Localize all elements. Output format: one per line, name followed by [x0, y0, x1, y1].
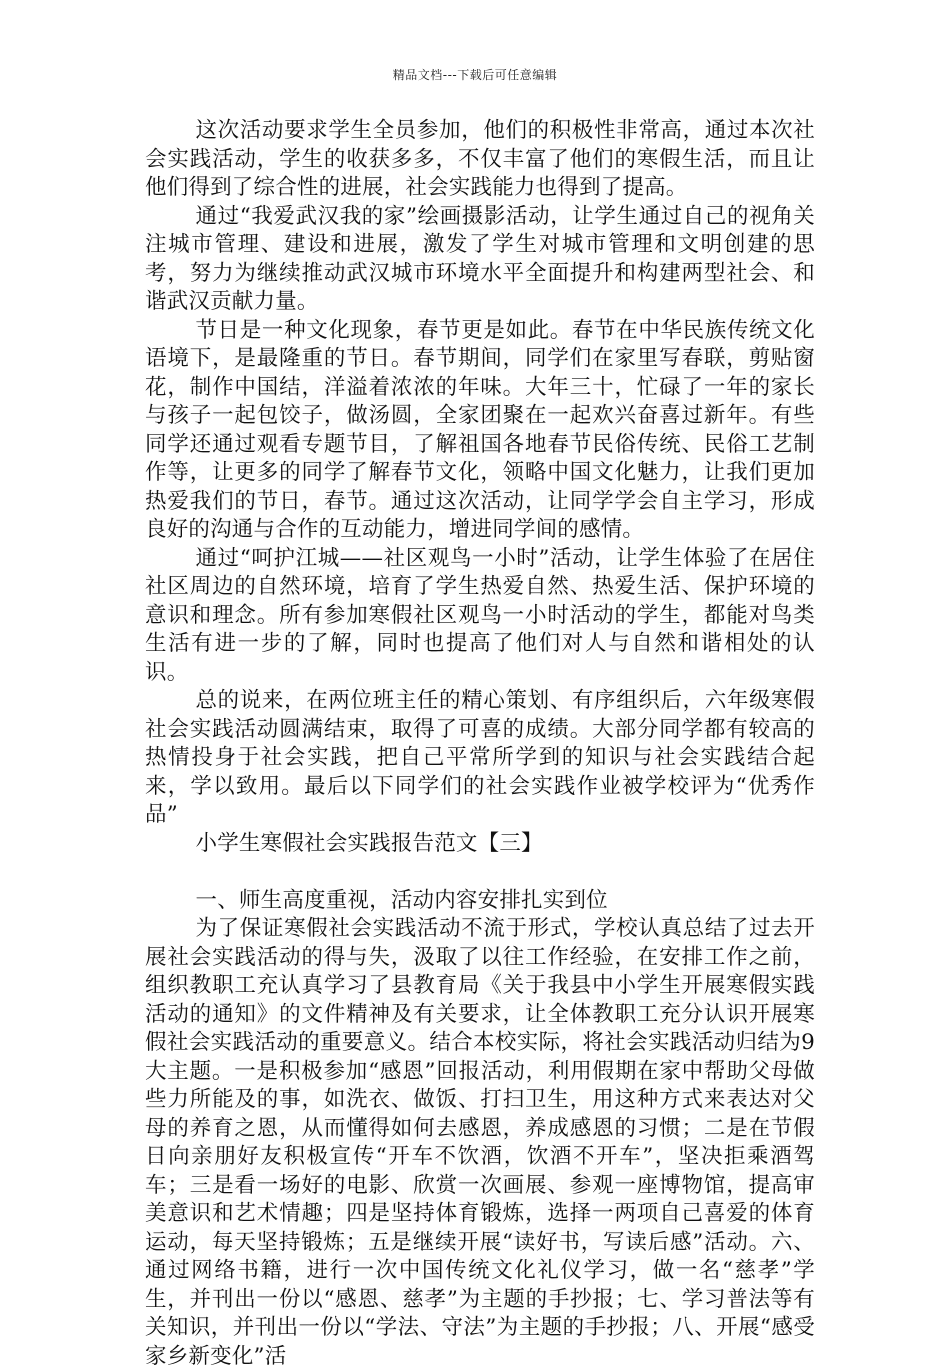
paragraph-bird-watching: 通过“呵护江城——社区观鸟一小时”活动，让学生体验了在居住社区周边的自然环境，培育了学生热爱自然、热爱生活、保护环境的意识和理念。所有参加寒假社区观鸟一小时活动的学生，都能对鸟类生活有进一步的了解，同时也提高了他们对人与自然和谐相处的认识。	[145, 545, 815, 685]
document-body	[145, 117, 815, 1371]
page-header: 精品文档---下载后可任意编辑	[392, 68, 558, 82]
paragraph-activity-arrangement: 为了保证寒假社会实践活动不流于形式，学校认真总结了过去开展社会实践活动的得与失，汲取了以往工作经验，在安排工作之前，组织教职工充认真学习了县教育局《关于我县中小学生开展寒假实践活动的通知》的文件精神及有关要求，让全体教职工充分认识开展寒假社会实践活动的重要意义。结合本校实际，将社会实践活动归结为9大主题。一是积极参加“感恩”回报活动，利用假期在家中帮助父母做些力所能及的事，如洗衣、做饭、打扫卫生，用这种方式来表达对父母的养育之恩，从而懂得如何去感恩，养成感恩的习惯；二是在节假日向亲朋好友积极宣传“开车不饮酒，饮酒不开车”，坚决拒乘酒驾车；三是看一场好的电影、欣赏一次画展、参观一座博物馆，提高审美意识和艺术情趣；四是坚持体育锻炼，选择一两项自己喜爱的体育运动，每天坚持锻炼；五是继续开展“读好书，写读后感”活动。六、通过网络书籍，进行一次中国传统文化礼仪学习，做一名“慈孝”学生，并刊出一份以“感恩、慈孝”为主题的手抄报；七、学习普法等有关知识，并刊出一份以“学法、守法”为主题的手抄报；八、开展“感受家乡新变化”活	[145, 916, 815, 1369]
paragraph-painting-photography: 通过“我爱武汉我的家”绘画摄影活动，让学生通过自己的视角关注城市管理、建设和进展，激发了学生对城市管理和文明创建的思考，努力为继续推动武汉城市环境水平全面提升和构建两型社会、和谐武汉贡献力量。	[145, 203, 815, 314]
paragraph-participation: 这次活动要求学生全员参加，他们的积极性非常高，通过本次社会实践活动，学生的收获多多，不仅丰富了他们的寒假生活，而且让他们得到了综合性的进展，社会实践能力也得到了提高。	[145, 118, 815, 200]
subheading: 一、师生高度重视，活动内容安排扎实到位	[195, 887, 608, 913]
paragraph-summary: 总的说来，在两位班主任的精心策划、有序组织后，六年级寒假社会实践活动圆满结束，取得了可喜的成绩。大部分同学都有较高的热情投身于社会实践，把自己平常所学到的知识与社会实践结合起来，学以致用。最后以下同学们的社会实践作业被学校评为“优秀作品”	[145, 688, 815, 827]
paragraph-spring-festival: 节日是一种文化现象，春节更是如此。春节在中华民族传统文化语境下，是最隆重的节日。春节期间，同学们在家里写春联，剪贴窗花，制作中国结，洋溢着浓浓的年味。大年三十，忙碌了一年的家长与孩子一起包饺子，做汤圆，全家团聚在一起欢兴奋喜过新年。有些同学还通过观看专题节目，了解祖国各地春节民俗传统、民俗工艺制作等，让更多的同学了解春节文化，领略中国文化魅力，让我们更加热爱我们的节日，春节。通过这次活动，让同学学会自主学习，形成良好的沟通与合作的互动能力，增进同学间的感情。	[145, 317, 815, 542]
section-title: 小学生寒假社会实践报告范文【三】	[195, 830, 543, 856]
blank-line	[145, 858, 815, 887]
